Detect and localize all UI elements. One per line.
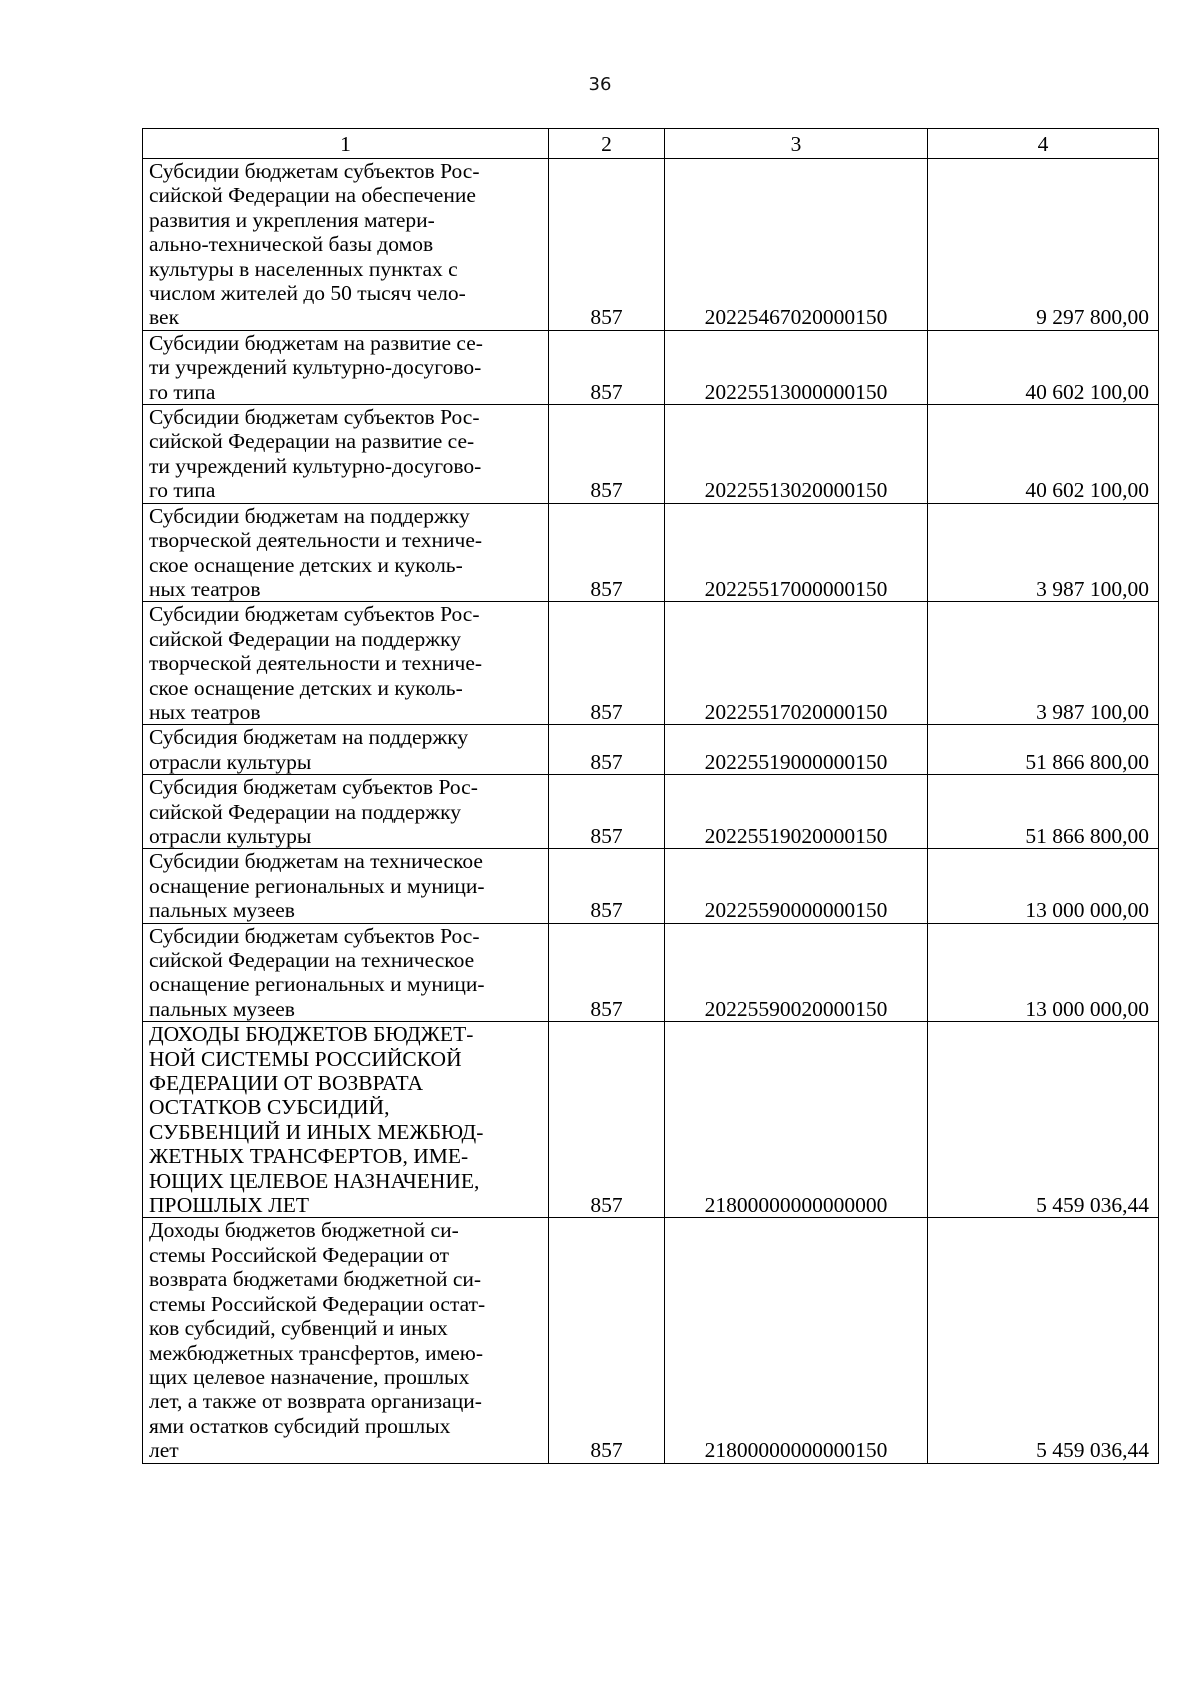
row-description bbox=[143, 775, 549, 849]
row-budget-code: 20225519020000150 bbox=[665, 775, 928, 849]
row-budget-code: 20225590000000150 bbox=[665, 849, 928, 923]
row-admin-code: 857 bbox=[549, 775, 665, 849]
description-line: ЮЩИХ ЦЕЛЕВОЕ НАЗНАЧЕНИЕ, bbox=[149, 1168, 480, 1193]
row-amount: 13 000 000,00 bbox=[928, 849, 1159, 923]
row-budget-code: 20225590020000150 bbox=[665, 923, 928, 1022]
description-line: Субсидия бюджетам субъектов Рос- bbox=[149, 775, 478, 800]
description-line: творческой деятельности и техниче- bbox=[149, 651, 483, 676]
description-line: ти учреждений культурно-досугово- bbox=[149, 355, 482, 380]
row-budget-code: 20225517000000150 bbox=[665, 503, 928, 602]
description-line: ков субсидий, субвенций и иных bbox=[149, 1316, 448, 1341]
description-line: Субсидии бюджетам субъектов Рос- bbox=[149, 602, 480, 627]
row-admin-code: 857 bbox=[549, 330, 665, 404]
column-header-1: 1 bbox=[143, 129, 549, 159]
description-line: отрасли культуры bbox=[149, 749, 312, 774]
table-row bbox=[143, 725, 1159, 775]
description-line: век bbox=[149, 305, 180, 330]
description-line: культуры в населенных пунктах с bbox=[149, 256, 458, 281]
row-description bbox=[143, 405, 549, 504]
description-line: ФЕДЕРАЦИИ ОТ ВОЗВРАТА bbox=[149, 1071, 424, 1096]
description-line: НОЙ СИСТЕМЫ РОССИЙСКОЙ bbox=[149, 1046, 462, 1071]
row-admin-code: 857 bbox=[549, 725, 665, 775]
description-line: го типа bbox=[149, 478, 216, 503]
description-line: ПРОШЛЫХ ЛЕТ bbox=[149, 1193, 310, 1218]
header-row bbox=[143, 129, 1159, 159]
page-number: 36 bbox=[588, 74, 612, 95]
row-amount: 40 602 100,00 bbox=[928, 330, 1159, 404]
description-line: сийской Федерации на техническое bbox=[149, 948, 475, 972]
row-amount: 40 602 100,00 bbox=[928, 405, 1159, 504]
description-line: творческой деятельности и техниче- bbox=[149, 528, 483, 553]
description-line: стемы Российской Федерации от bbox=[149, 1242, 450, 1267]
budget-revenue-table bbox=[142, 128, 1159, 1464]
description-line: ское оснащение детских и куколь- bbox=[149, 675, 463, 700]
description-line: оснащение региональных и муници- bbox=[149, 873, 485, 898]
description-line: пальных музеев bbox=[149, 996, 295, 1021]
table-row bbox=[143, 405, 1159, 504]
row-amount: 3 987 100,00 bbox=[928, 602, 1159, 725]
row-budget-code: 20225513000000150 bbox=[665, 330, 928, 404]
table-row bbox=[143, 1218, 1159, 1463]
description-line: Субсидии бюджетам субъектов Рос- bbox=[149, 923, 480, 948]
description-line: Субсидия бюджетам на поддержку bbox=[149, 725, 469, 750]
description-line: Субсидии бюджетам на поддержку bbox=[149, 503, 470, 528]
row-budget-code: 21800000000000150 bbox=[665, 1218, 928, 1463]
row-admin-code: 857 bbox=[549, 1218, 665, 1463]
row-description bbox=[143, 602, 549, 725]
table-row bbox=[143, 159, 1159, 331]
description-line: Субсидии бюджетам субъектов Рос- bbox=[149, 405, 480, 430]
description-line: стемы Российской Федерации остат- bbox=[149, 1291, 486, 1316]
description-line: СУБВЕНЦИЙ И ИНЫХ МЕЖБЮД- bbox=[149, 1119, 484, 1144]
description-line: Субсидии бюджетам на развитие се- bbox=[149, 330, 483, 355]
table-row bbox=[143, 1022, 1159, 1218]
description-line: ных театров bbox=[149, 699, 261, 724]
description-line: ных театров bbox=[149, 576, 261, 601]
row-amount: 51 866 800,00 bbox=[928, 775, 1159, 849]
table-row bbox=[143, 602, 1159, 725]
row-budget-code: 21800000000000000 bbox=[665, 1022, 928, 1218]
row-budget-code: 20225513020000150 bbox=[665, 405, 928, 504]
row-description bbox=[143, 923, 549, 1022]
row-admin-code: 857 bbox=[549, 1022, 665, 1218]
row-description bbox=[143, 849, 549, 923]
description-line: ское оснащение детских и куколь- bbox=[149, 552, 463, 577]
description-line: сийской Федерации на обеспечение bbox=[149, 183, 476, 208]
table-row bbox=[143, 923, 1159, 1022]
description-line: сийской Федерации на поддержку bbox=[149, 799, 461, 824]
column-header-2: 2 bbox=[549, 129, 665, 159]
description-line: ЖЕТНЫХ ТРАНСФЕРТОВ, ИМЕ- bbox=[149, 1144, 469, 1169]
table-body bbox=[143, 159, 1159, 1464]
row-amount: 13 000 000,00 bbox=[928, 923, 1159, 1022]
row-admin-code: 857 bbox=[549, 602, 665, 725]
description-line: сийской Федерации на развитие се- bbox=[149, 429, 475, 454]
row-description bbox=[143, 1022, 549, 1218]
description-line: Доходы бюджетов бюджетной си- bbox=[149, 1218, 459, 1243]
description-line: Субсидии бюджетам на техническое bbox=[149, 849, 483, 874]
table-row bbox=[143, 503, 1159, 602]
table-row bbox=[143, 849, 1159, 923]
column-header-4: 4 bbox=[928, 129, 1159, 159]
row-amount: 5 459 036,44 bbox=[928, 1022, 1159, 1218]
description-line: возврата бюджетами бюджетной си- bbox=[149, 1267, 482, 1292]
description-line: оснащение региональных и муници- bbox=[149, 972, 485, 997]
row-description bbox=[143, 725, 549, 775]
row-description bbox=[143, 159, 549, 331]
row-description bbox=[143, 1218, 549, 1463]
description-line: развития и укрепления матери- bbox=[149, 207, 435, 232]
row-admin-code: 857 bbox=[549, 923, 665, 1022]
description-line: ально-технической базы домов bbox=[149, 232, 434, 257]
row-description bbox=[143, 330, 549, 404]
description-line: ями остатков субсидий прошлых bbox=[149, 1413, 451, 1438]
row-admin-code: 857 bbox=[549, 849, 665, 923]
description-line: отрасли культуры bbox=[149, 823, 312, 848]
row-amount: 9 297 800,00 bbox=[928, 159, 1159, 331]
row-admin-code: 857 bbox=[549, 159, 665, 331]
description-line: сийской Федерации на поддержку bbox=[149, 626, 461, 651]
description-line: ДОХОДЫ БЮДЖЕТОВ БЮДЖЕТ- bbox=[149, 1022, 474, 1047]
row-budget-code: 20225517020000150 bbox=[665, 602, 928, 725]
description-line: лет, а также от возврата организаци- bbox=[149, 1389, 482, 1414]
description-line: го типа bbox=[149, 379, 216, 404]
row-amount: 3 987 100,00 bbox=[928, 503, 1159, 602]
row-admin-code: 857 bbox=[549, 405, 665, 504]
row-admin-code: 857 bbox=[549, 503, 665, 602]
row-budget-code: 20225519000000150 bbox=[665, 725, 928, 775]
table-row bbox=[143, 775, 1159, 849]
row-description bbox=[143, 503, 549, 602]
row-budget-code: 20225467020000150 bbox=[665, 159, 928, 331]
description-line: Субсидии бюджетам субъектов Рос- bbox=[149, 159, 480, 183]
description-line: ти учреждений культурно-досугово- bbox=[149, 453, 482, 478]
description-line: лет bbox=[149, 1438, 179, 1463]
description-line: межбюджетных трансфертов, имею- bbox=[149, 1340, 483, 1365]
description-line: щих целевое назначение, прошлых bbox=[149, 1364, 470, 1389]
column-header-3: 3 bbox=[665, 129, 928, 159]
table-row bbox=[143, 330, 1159, 404]
row-amount: 5 459 036,44 bbox=[928, 1218, 1159, 1463]
description-line: числом жителей до 50 тысяч чело- bbox=[149, 281, 466, 306]
description-line: ОСТАТКОВ СУБСИДИЙ, bbox=[149, 1095, 390, 1120]
row-amount: 51 866 800,00 bbox=[928, 725, 1159, 775]
description-line: пальных музеев bbox=[149, 898, 295, 923]
